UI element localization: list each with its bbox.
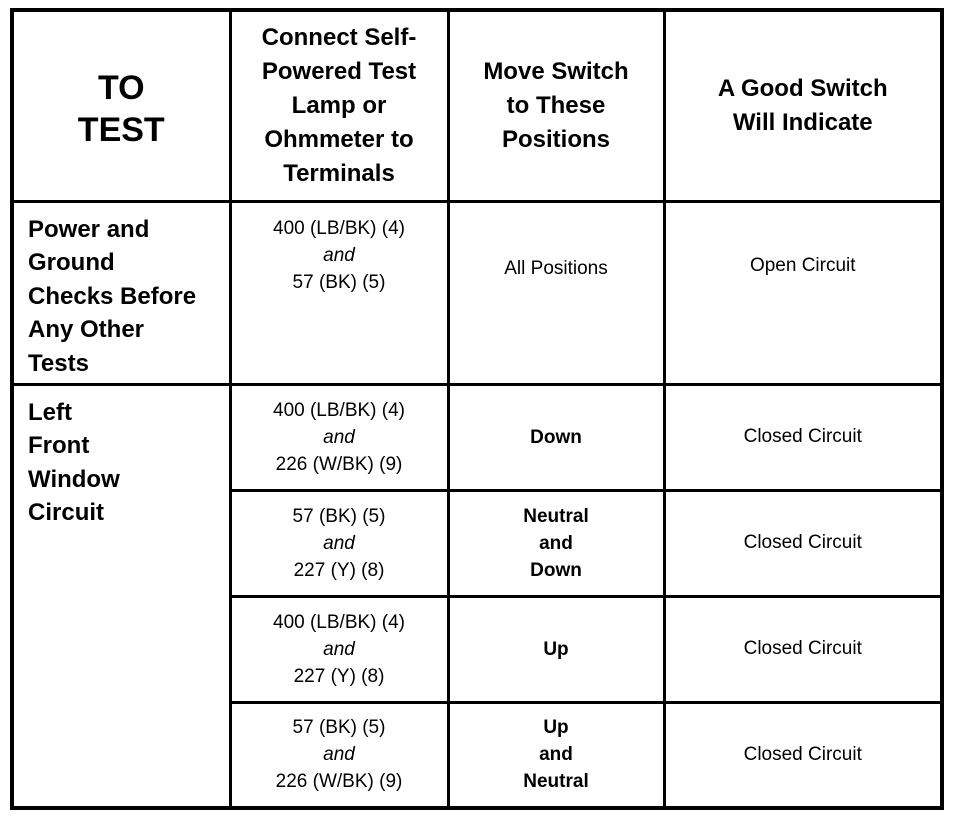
header-row <box>12 10 942 201</box>
positions-cell: All Positions <box>448 201 664 384</box>
positions-cell: Up <box>448 596 664 702</box>
positions-cell: Neutral and Down <box>448 490 664 596</box>
table-row <box>12 384 942 490</box>
test-left-front-window: Left Front Window Circuit <box>12 384 230 808</box>
positions-cell: Up and Neutral <box>448 702 664 808</box>
positions-cell: Down <box>448 384 664 490</box>
terminals-cell: 400 (LB/BK) (4) and 227 (Y) (8) <box>230 596 448 702</box>
result-cell: Closed Circuit <box>664 702 942 808</box>
terminals-cell: 57 (BK) (5) and 226 (W/BK) (9) <box>230 702 448 808</box>
result-cell: Closed Circuit <box>664 384 942 490</box>
result-cell: Open Circuit <box>664 201 942 384</box>
header-to-test: TO TEST <box>12 10 230 201</box>
result-cell: Closed Circuit <box>664 596 942 702</box>
test-power-ground: Power and Ground Checks Before Any Other Tests <box>12 201 230 384</box>
switch-test-table <box>10 8 944 810</box>
terminals-cell: 57 (BK) (5) and 227 (Y) (8) <box>230 490 448 596</box>
header-connect: Connect Self- Powered Test Lamp or Ohmmeter to Terminals <box>230 10 448 201</box>
table-row <box>12 201 942 384</box>
terminals-cell: 400 (LB/BK) (4) and 226 (W/BK) (9) <box>230 384 448 490</box>
header-good-switch: A Good Switch Will Indicate <box>664 10 942 201</box>
terminals-cell: 400 (LB/BK) (4) and 57 (BK) (5) <box>230 201 448 384</box>
result-cell: Closed Circuit <box>664 490 942 596</box>
header-move-switch: Move Switch to These Positions <box>448 10 664 201</box>
